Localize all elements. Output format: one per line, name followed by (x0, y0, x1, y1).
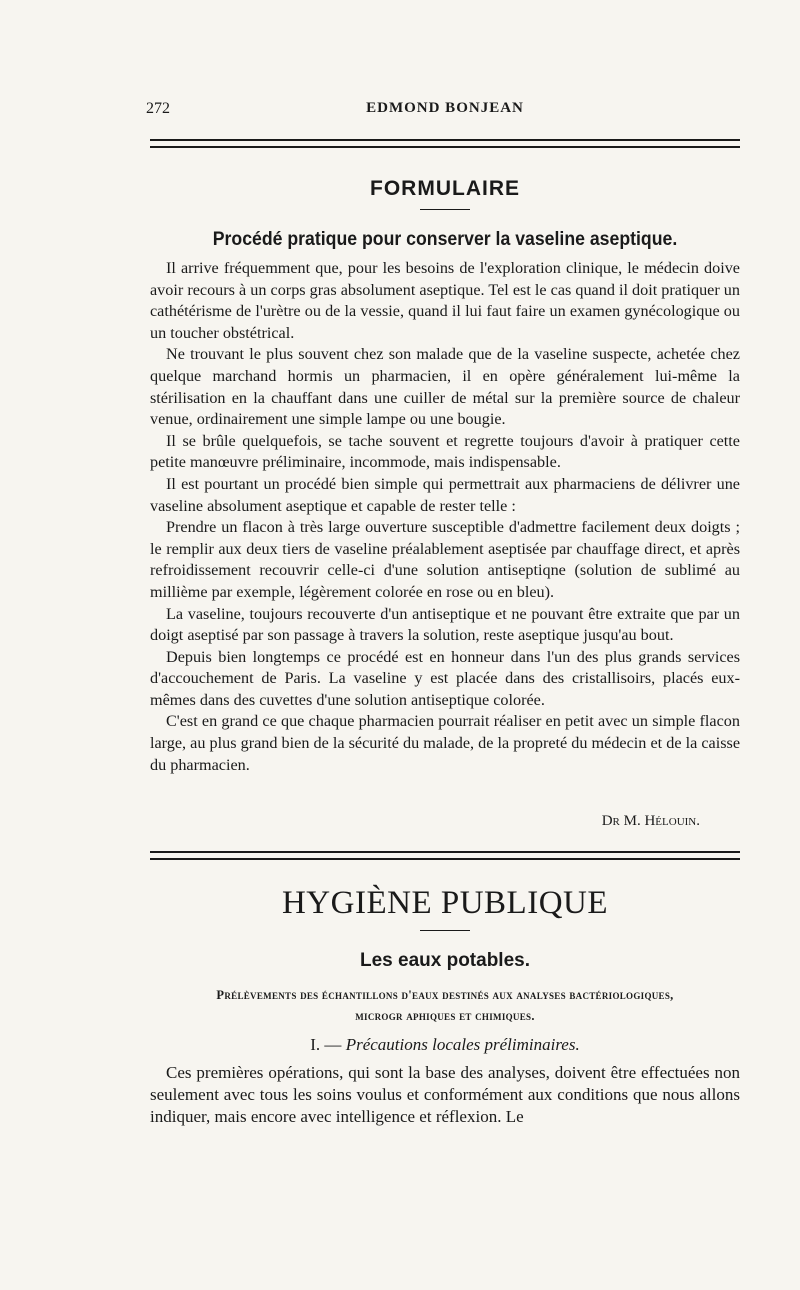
paragraph: Il est pourtant un procédé bien simple qui permettrait aux pharmaciens de délivrer une vaseline absolument aseptique et capable de rester telle : (150, 474, 740, 515)
article-subhead (140, 985, 750, 1027)
heading-underline (420, 209, 470, 210)
author-signature: Dr M. Hélouin. (601, 813, 700, 829)
paragraph: Ces premières opérations, qui sont la base des analyses, doivent être effectuées non seulement avec tous les soins voulus et conformément aux conditions que nous allons indiquer, mais encore avec intelligence et réflexion. Le (150, 1063, 740, 1126)
article-title-vaseline: Procédé pratique pour conserver la vaseline aseptique. (212, 229, 678, 250)
running-title: EDMOND BONJEAN (366, 100, 524, 116)
paragraph: Il se brûle quelquefois, se tache souvent et regrette toujours d'avoir à pratiquer cette petite manœuvre préliminaire, incommode, mais indispensable. (150, 431, 740, 472)
subsection-number: I. — (310, 1035, 342, 1054)
section-heading-hygiene: HYGIÈNE PUBLIQUE (281, 885, 609, 921)
header-double-rule (150, 139, 740, 148)
subhead-line: microgr aphiques et chimiques. (355, 1009, 535, 1023)
running-head (146, 100, 740, 122)
paragraph: La vaseline, toujours recouverte d'un antiseptique et ne pouvant être extraite que par un doigt aseptisé par son passage à travers la solution, reste aseptique jusqu'au bout. (150, 604, 740, 645)
formulaire-body (150, 258, 740, 776)
section-heading-formulaire: FORMULAIRE (370, 177, 520, 200)
article-title-eaux: Les eaux potables. (359, 950, 530, 971)
paragraph: Prendre un flacon à très large ouverture susceptible d'admettre facilement deux doigts ; le remplir aux deux tiers de vaseline préalablement aseptisée par chauffage direct, et après refroidissement recouvrir celle-ci d'une solution antiseptiqne (solution de sublimé au millième par exemple, légèrement colorée en rose ou en bleu). (150, 518, 740, 601)
paragraph: Il arrive fréquemment que, pour les besoins de l'exploration clinique, le médecin doive avoir recours à un corps gras absolument aseptique. Tel est le cas quand il doit pratiquer un cathétérisme de l'urètre ou de la vessie, quand il lui faut faire un examen gynécologique ou un toucher obstétrical. (150, 259, 740, 342)
section-double-rule (150, 851, 740, 860)
subsection-label: Précautions locales préliminaires. (345, 1035, 580, 1054)
paragraph: Depuis bien longtemps ce procédé est en honneur dans l'un des plus grands services d'accouchement de Paris. La vaseline y est placée dans des cristallisoirs, placés eux-mêmes dans des cuvettes d'une solution antiseptique colorée. (150, 647, 740, 709)
hygiene-body (150, 1062, 740, 1127)
subsection-title (150, 1035, 740, 1055)
paragraph: Ne trouvant le plus souvent chez son malade que de la vaseline suspecte, achetée chez quelque marchand hormis un pharmacien, il en opère généralement lui-même la stérilisation en la chauffant dans une cuiller de métal sur la première source de chaleur venue, ordinairement une simple lampe ou une bougie. (150, 345, 740, 429)
paragraph: C'est en grand ce que chaque pharmacien pourrait réaliser en petit avec un simple flacon large, au plus grand bien de la sécurité du malade, de la propreté du médecin et de la caisse du pharmacien. (150, 712, 740, 774)
page-number: 272 (146, 100, 170, 117)
subhead-line: Prélèvements des échantillons d'eaux destinés aux analyses bactériologiques, (216, 988, 674, 1002)
heading-underline (420, 930, 470, 931)
